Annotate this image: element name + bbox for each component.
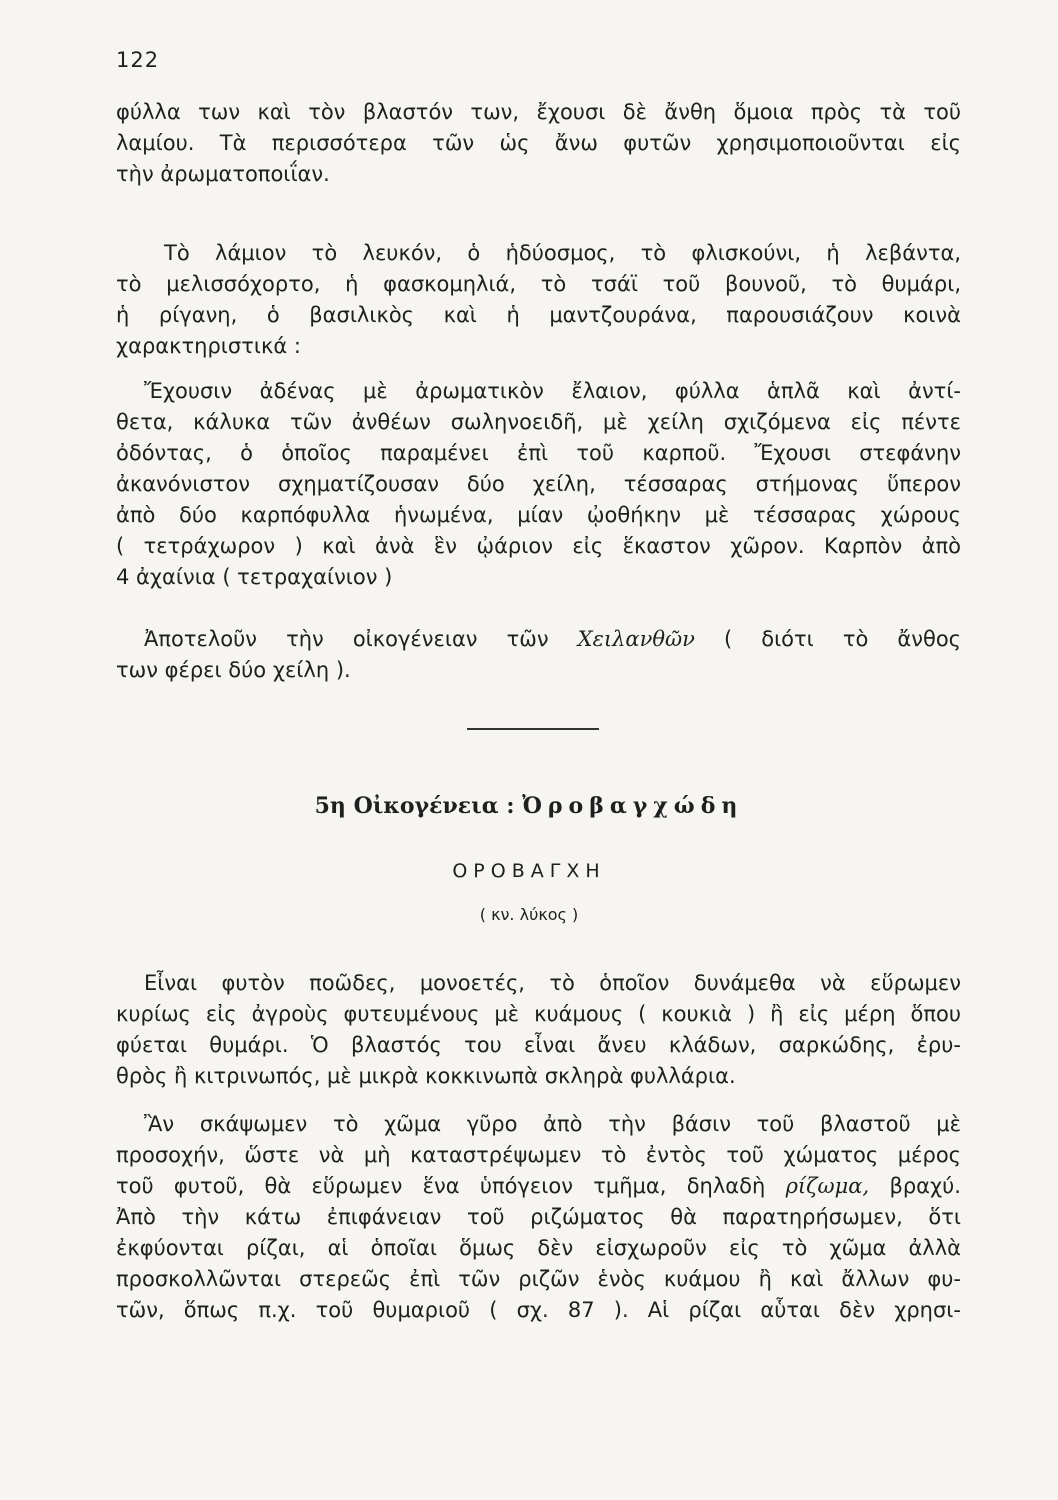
text-line: Εἶναι φυτὸν ποῶδες, μονοετές, τὸ ὁποῖον δυνάμεθα νὰ εὕρωμεν	[144, 971, 961, 995]
text-line: ὀδόντας, ὁ ὁποῖος παραμένει ἐπὶ τοῦ καρποῦ. Ἔχουσι στεφάνην	[116, 441, 961, 465]
paragraph-family	[116, 624, 961, 686]
text-line: 4 ἀχαίνια ( τετραχαίνιον )	[116, 565, 393, 589]
text-line: λαμίου. Τὰ περισσότερα τῶν ὡς ἄνω φυτῶν χρησιμοποιοῦνται εἰς	[116, 131, 961, 155]
chapter-title: Ὀροβαγχώδη	[522, 793, 744, 819]
text-line: Ἔχουσιν ἀδένας μὲ ἀρωματικὸν ἔλαιον, φύλλα ἁπλᾶ καὶ ἀντί-	[144, 379, 961, 403]
family-name-italic: Χειλανθῶν	[577, 627, 695, 651]
section-divider	[467, 728, 599, 730]
paragraph-description	[116, 968, 961, 1092]
text-line: προσοχήν, ὥστε νὰ μὴ καταστρέψωμεν τὸ ἐντὸς τοῦ χώματος μέρος	[116, 1143, 961, 1167]
paragraph-characteristics	[116, 376, 961, 593]
text-line: των φέρει δύο χείλη ).	[116, 658, 351, 682]
text-line: φύεται θυμάρι. Ὁ βλαστός του εἶναι ἄνευ κλάδων, σαρκώδης, ἐρυ-	[116, 1033, 961, 1057]
text-line: φύλλα των καὶ τὸν βλαστόν των, ἔχουσι δὲ ἄνθη ὅμοια πρὸς τὰ τοῦ	[116, 100, 961, 124]
text-fragment: τοῦ φυτοῦ, θὰ εὕρωμεν ἕνα ὑπόγειον τμῆμα, δηλαδὴ	[116, 1174, 766, 1198]
text-line: κυρίως εἰς ἀγροὺς φυτευμένους μὲ κυάμους ( κουκιὰ ) ἢ εἰς μέρη ὅπου	[116, 1002, 961, 1026]
term-italic: ρίζωμα,	[785, 1174, 870, 1198]
text-line: ἡ ρίγανη, ὁ βασιλικὸς καὶ ἡ μαντζουράνα, παρουσιάζουν κοινὰ	[116, 303, 961, 327]
text-line: τὸ μελισσόχορτο, ἡ φασκομηλιά, τὸ τσάϊ τοῦ βουνοῦ, τὸ θυμάρι,	[116, 272, 961, 296]
paragraph-plant-list	[116, 238, 961, 362]
text-line	[116, 624, 961, 655]
text-line: θρὸς ἢ κιτρινωπός, μὲ μικρὰ κοκκινωπὰ σκληρὰ φυλλάρια.	[116, 1064, 736, 1088]
text-line	[116, 1171, 961, 1202]
text-fragment: ( διότι τὸ ἄνθος	[723, 627, 961, 651]
text-line: Τὸ λάμιον τὸ λευκόν, ὁ ἡδύοσμος, τὸ φλισκούνι, ἡ λεβάντα,	[164, 241, 961, 265]
text-line: ἀκανόνιστον σχηματίζουσαν δύο χείλη, τέσσαρας στήμονας ὕπερον	[116, 472, 961, 496]
text-line: ( τετράχωρον ) καὶ ἀνὰ ἓν ᾠάριον εἰς ἕκαστον χῶρον. Καρπὸν ἀπὸ	[116, 534, 961, 558]
paragraph-intro	[116, 97, 961, 190]
chapter-heading	[0, 793, 1058, 819]
page-number: 122	[116, 48, 160, 72]
text-fragment: Ἀποτελοῦν τὴν οἰκογένειαν τῶν	[144, 627, 549, 651]
text-line: προσκολλῶνται στερεῶς ἐπὶ τῶν ριζῶν ἑνὸς κυάμου ἢ καὶ ἄλλων φυ-	[116, 1267, 961, 1291]
chapter-prefix: 5η Οἰκογένεια :	[314, 793, 515, 819]
text-line: Ἀπὸ τὴν κάτω ἐπιφάνειαν τοῦ ριζώματος θὰ παρατηρήσωμεν, ὅτι	[116, 1205, 961, 1229]
text-line: θετα, κάλυκα τῶν ἀνθέων σωληνοειδῆ, μὲ χείλη σχιζόμενα εἰς πέντε	[116, 410, 961, 434]
section-subnote: ( κν. λύκος )	[479, 905, 579, 924]
text-line: χαρακτηριστικά :	[116, 334, 301, 358]
text-fragment: βραχύ.	[889, 1174, 961, 1198]
paragraph-rhizome	[116, 1109, 961, 1326]
text-line: τὴν ἀρωματοποιΐαν.	[116, 162, 330, 186]
text-line: ἀπὸ δύο καρπόφυλλα ἡνωμένα, μίαν ᾠοθήκην μὲ τέσσαρας χώρους	[116, 503, 961, 527]
text-line: τῶν, ὅπως π.χ. τοῦ θυμαριοῦ ( σχ. 87 ). Αἱ ρίζαι αὗται δὲν χρησι-	[116, 1298, 961, 1322]
text-line: ἐκφύονται ρίζαι, αἱ ὁποῖαι ὅμως δὲν εἰσχωροῦν εἰς τὸ χῶμα ἀλλὰ	[116, 1236, 961, 1260]
text-line: Ἂν σκάψωμεν τὸ χῶμα γῦρο ἀπὸ τὴν βάσιν τοῦ βλαστοῦ μὲ	[144, 1112, 961, 1136]
section-subtitle: ΟΡΟΒΑΓΧΗ	[452, 860, 606, 882]
